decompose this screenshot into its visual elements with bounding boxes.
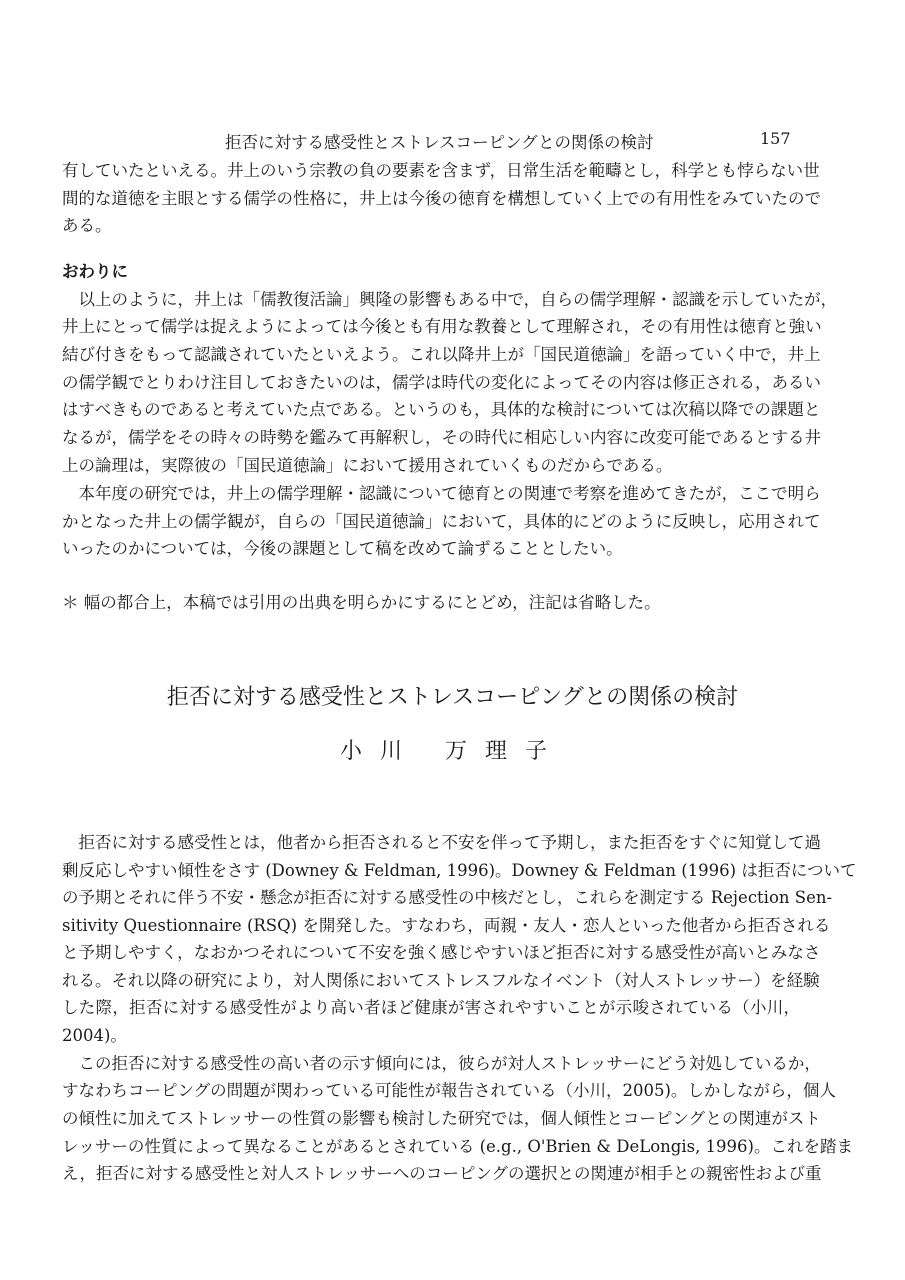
- text-line: この拒否に対する感受性の高い者の示す傾向には，彼らが対人ストレッサーにどう対処しているか，: [62, 1054, 821, 1073]
- text-line: した際，拒否に対する感受性がより高い者ほど健康が害されやすいことが示唆されている（小川，: [62, 998, 800, 1017]
- article-author: 小川 万理子: [340, 739, 565, 764]
- text-line: いったのかについては，今後の課題として稿を改めて論ずることとしたい。: [62, 539, 623, 558]
- text-line: の儒学観でとりわけ注目しておきたいのは，儒学は時代の変化によってその内容は修正される，あるい: [62, 373, 821, 392]
- text-line: 2004)。: [62, 1026, 127, 1045]
- text-line: 有していたといえる。井上のいう宗教の負の要素を含まず，日常生活を範疇とし，科学とも悖らない世: [62, 161, 820, 180]
- text-line: なるが，儒学をその時々の時勢を鑑みて再解釈し，その時代に相応しい内容に改変可能であるとする井: [62, 428, 821, 447]
- text-line: と予期しやすく，なおかつそれについて不安を強く感じやすいほど拒否に対する感受性が高いとみなさ: [62, 943, 821, 962]
- text-line: 井上にとって儒学は捉えようによっては今後とも有用な教養として理解され，その有用性は徳育と強い: [62, 317, 822, 336]
- running-header: 拒否に対する感受性とストレスコーピングとの関係の検討: [225, 133, 654, 152]
- text-line: の傾性に加えてストレッサーの性質の影響も検討した研究では，個人傾性とコーピングとの関連がスト: [62, 1109, 821, 1128]
- section-heading: おわりに: [62, 262, 128, 281]
- footnote: ＊ 幅の都合上，本稿では引用の出典を明らかにするにとどめ，注記は省略した。: [62, 593, 661, 612]
- text-line: ある。: [62, 216, 112, 235]
- text-line: 上の論理は，実際彼の「国民道徳論」において援用されていくものだからである。: [62, 456, 673, 475]
- text-line: sitivity Questionnaire (RSQ) を開発した。すなわち，両親・友人・恋人といった他者から拒否される: [62, 916, 831, 935]
- text-line: 剰反応しやすい傾性をさす (Downey & Feldman, 1996)。Downey & Feldman (1996) は拒否について: [62, 861, 857, 880]
- text-line: 本年度の研究では，井上の儒学理解・認識について徳育との関連で考察を進めてきたが，ここで明ら: [62, 484, 821, 503]
- page-number: 157: [760, 129, 791, 148]
- text-line: の予期とそれに伴う不安・懸念が拒否に対する感受性の中核だとし，これらを測定する Rejection Sen-: [62, 888, 833, 907]
- text-line: 結び付きをもって認識されていたといえよう。これ以降井上が「国民道徳論」を語っていく中で，井上: [62, 345, 821, 364]
- text-line: かとなった井上の儒学観が，自らの「国民道徳論」において，具体的にどのように反映し，応用されて: [62, 512, 821, 531]
- text-line: 拒否に対する感受性とは，他者から拒否されると不安を伴って予期し，また拒否をすぐに知覚して過: [62, 833, 821, 852]
- text-line: 間的な道徳を主眼とする儒学の性格に，井上は今後の徳育を構想していく上での有用性をみていたので: [62, 189, 821, 208]
- text-line: すなわちコーピングの問題が関わっている可能性が報告されている（小川，2005)。しかしながら，個人: [62, 1081, 836, 1100]
- text-line: え，拒否に対する感受性と対人ストレッサーへのコーピングの選択との関連が相手との親密性および重: [62, 1164, 822, 1183]
- text-line: レッサーの性質によって異なることがあるとされている (e.g., O'Brien & DeLongis, 1996)。これを踏ま: [62, 1137, 853, 1156]
- text-line: れる。それ以降の研究により，対人関係においてストレスフルなイベント（対人ストレッサー）を経験: [62, 971, 820, 990]
- article-title: 拒否に対する感受性とストレスコーピングとの関係の検討: [166, 685, 739, 710]
- text-line: はすべきものであると考えていた点である。というのも，具体的な検討については次稿以降での課題と: [62, 400, 821, 419]
- text-line: 以上のように，井上は「儒教復活論」興隆の影響もある中で，自らの儒学理解・認識を示していたが，: [62, 290, 838, 309]
